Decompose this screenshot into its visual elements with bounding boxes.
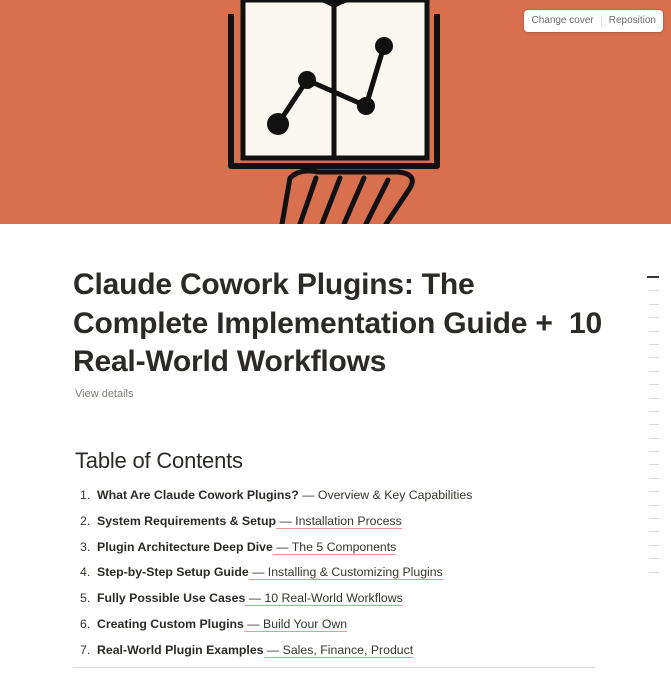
toc-item-number: 1.: [80, 488, 91, 502]
toc-item[interactable]: [80, 487, 600, 513]
minimap-line[interactable]: [649, 545, 659, 546]
minimap-line[interactable]: [649, 558, 659, 559]
minimap-line[interactable]: [649, 424, 659, 425]
toc-item-number: 4.: [80, 565, 91, 580]
toc-item-title: System Requirements & Setup: [97, 513, 277, 528]
open-book-chart-illustration: [0, 0, 671, 224]
toc-item-description: — 10 Real-World Workflows: [245, 591, 403, 606]
page-cover: [0, 0, 671, 224]
minimap-line[interactable]: [649, 304, 659, 305]
toc-heading[interactable]: Table of Contents: [75, 448, 243, 473]
toc-item-title: Fully Possible Use Cases: [97, 591, 246, 606]
minimap-line[interactable]: [649, 371, 659, 372]
change-cover-button[interactable]: Change cover: [531, 15, 594, 26]
toc-item[interactable]: [80, 539, 600, 565]
reposition-button[interactable]: Reposition: [608, 15, 656, 26]
minimap-line[interactable]: [649, 478, 659, 479]
table-of-contents-list: [80, 487, 600, 668]
divider: [73, 667, 595, 668]
page-title[interactable]: Claude Cowork Plugins: The Complete Implementation Guide + 10 Real-World Workflows: [73, 268, 602, 378]
toc-item-title: What Are Claude Cowork Plugins?: [97, 488, 299, 502]
toc-item-title: Creating Custom Plugins: [97, 616, 244, 631]
minimap-line[interactable]: [649, 438, 659, 439]
toc-item-title: Step-by-Step Setup Guide: [97, 565, 249, 580]
minimap-line[interactable]: [649, 290, 659, 291]
minimap-line[interactable]: [649, 531, 659, 532]
toc-item[interactable]: [80, 590, 600, 616]
toc-item-title: Plugin Architecture Deep Dive: [97, 539, 273, 554]
minimap-line[interactable]: [649, 331, 659, 332]
minimap-line[interactable]: [649, 344, 659, 345]
minimap-line[interactable]: [649, 357, 659, 358]
toc-item-description: — Build Your Own: [243, 616, 348, 631]
toc-item-number: 3.: [80, 539, 91, 554]
minimap-line[interactable]: [649, 451, 659, 452]
toc-item-number: 5.: [80, 591, 91, 606]
minimap-line[interactable]: [649, 398, 659, 399]
minimap-line[interactable]: [649, 572, 659, 573]
toc-item-description: — Overview & Key Capabilities: [298, 488, 473, 502]
minimap-line[interactable]: [649, 411, 659, 412]
toc-item-description: — Sales, Finance, Product: [263, 642, 414, 657]
minimap-line-active[interactable]: [647, 276, 659, 278]
toc-item-number: 7.: [80, 642, 91, 657]
toc-item[interactable]: [80, 642, 600, 668]
toc-item-description: — The 5 Components: [272, 539, 397, 554]
minimap-line[interactable]: [649, 384, 659, 385]
toc-item-number: 2.: [80, 513, 91, 528]
toc-item[interactable]: [80, 513, 600, 539]
minimap-line[interactable]: [649, 464, 659, 465]
toc-item-title: Real-World Plugin Examples: [97, 642, 264, 657]
toc-item[interactable]: [80, 564, 600, 590]
toc-item-description: — Installing & Customizing Plugins: [248, 565, 443, 580]
toc-item-number: 6.: [80, 616, 91, 631]
view-details-link[interactable]: View details: [75, 388, 134, 400]
minimap-line[interactable]: [649, 317, 659, 318]
minimap-line[interactable]: [649, 491, 659, 492]
minimap-line[interactable]: [649, 518, 659, 519]
toc-item[interactable]: [80, 616, 600, 642]
toc-item-description: — Installation Process: [276, 513, 402, 528]
cover-actions: [524, 10, 663, 32]
minimap-line[interactable]: [649, 505, 659, 506]
outline-minimap[interactable]: [645, 276, 659, 585]
